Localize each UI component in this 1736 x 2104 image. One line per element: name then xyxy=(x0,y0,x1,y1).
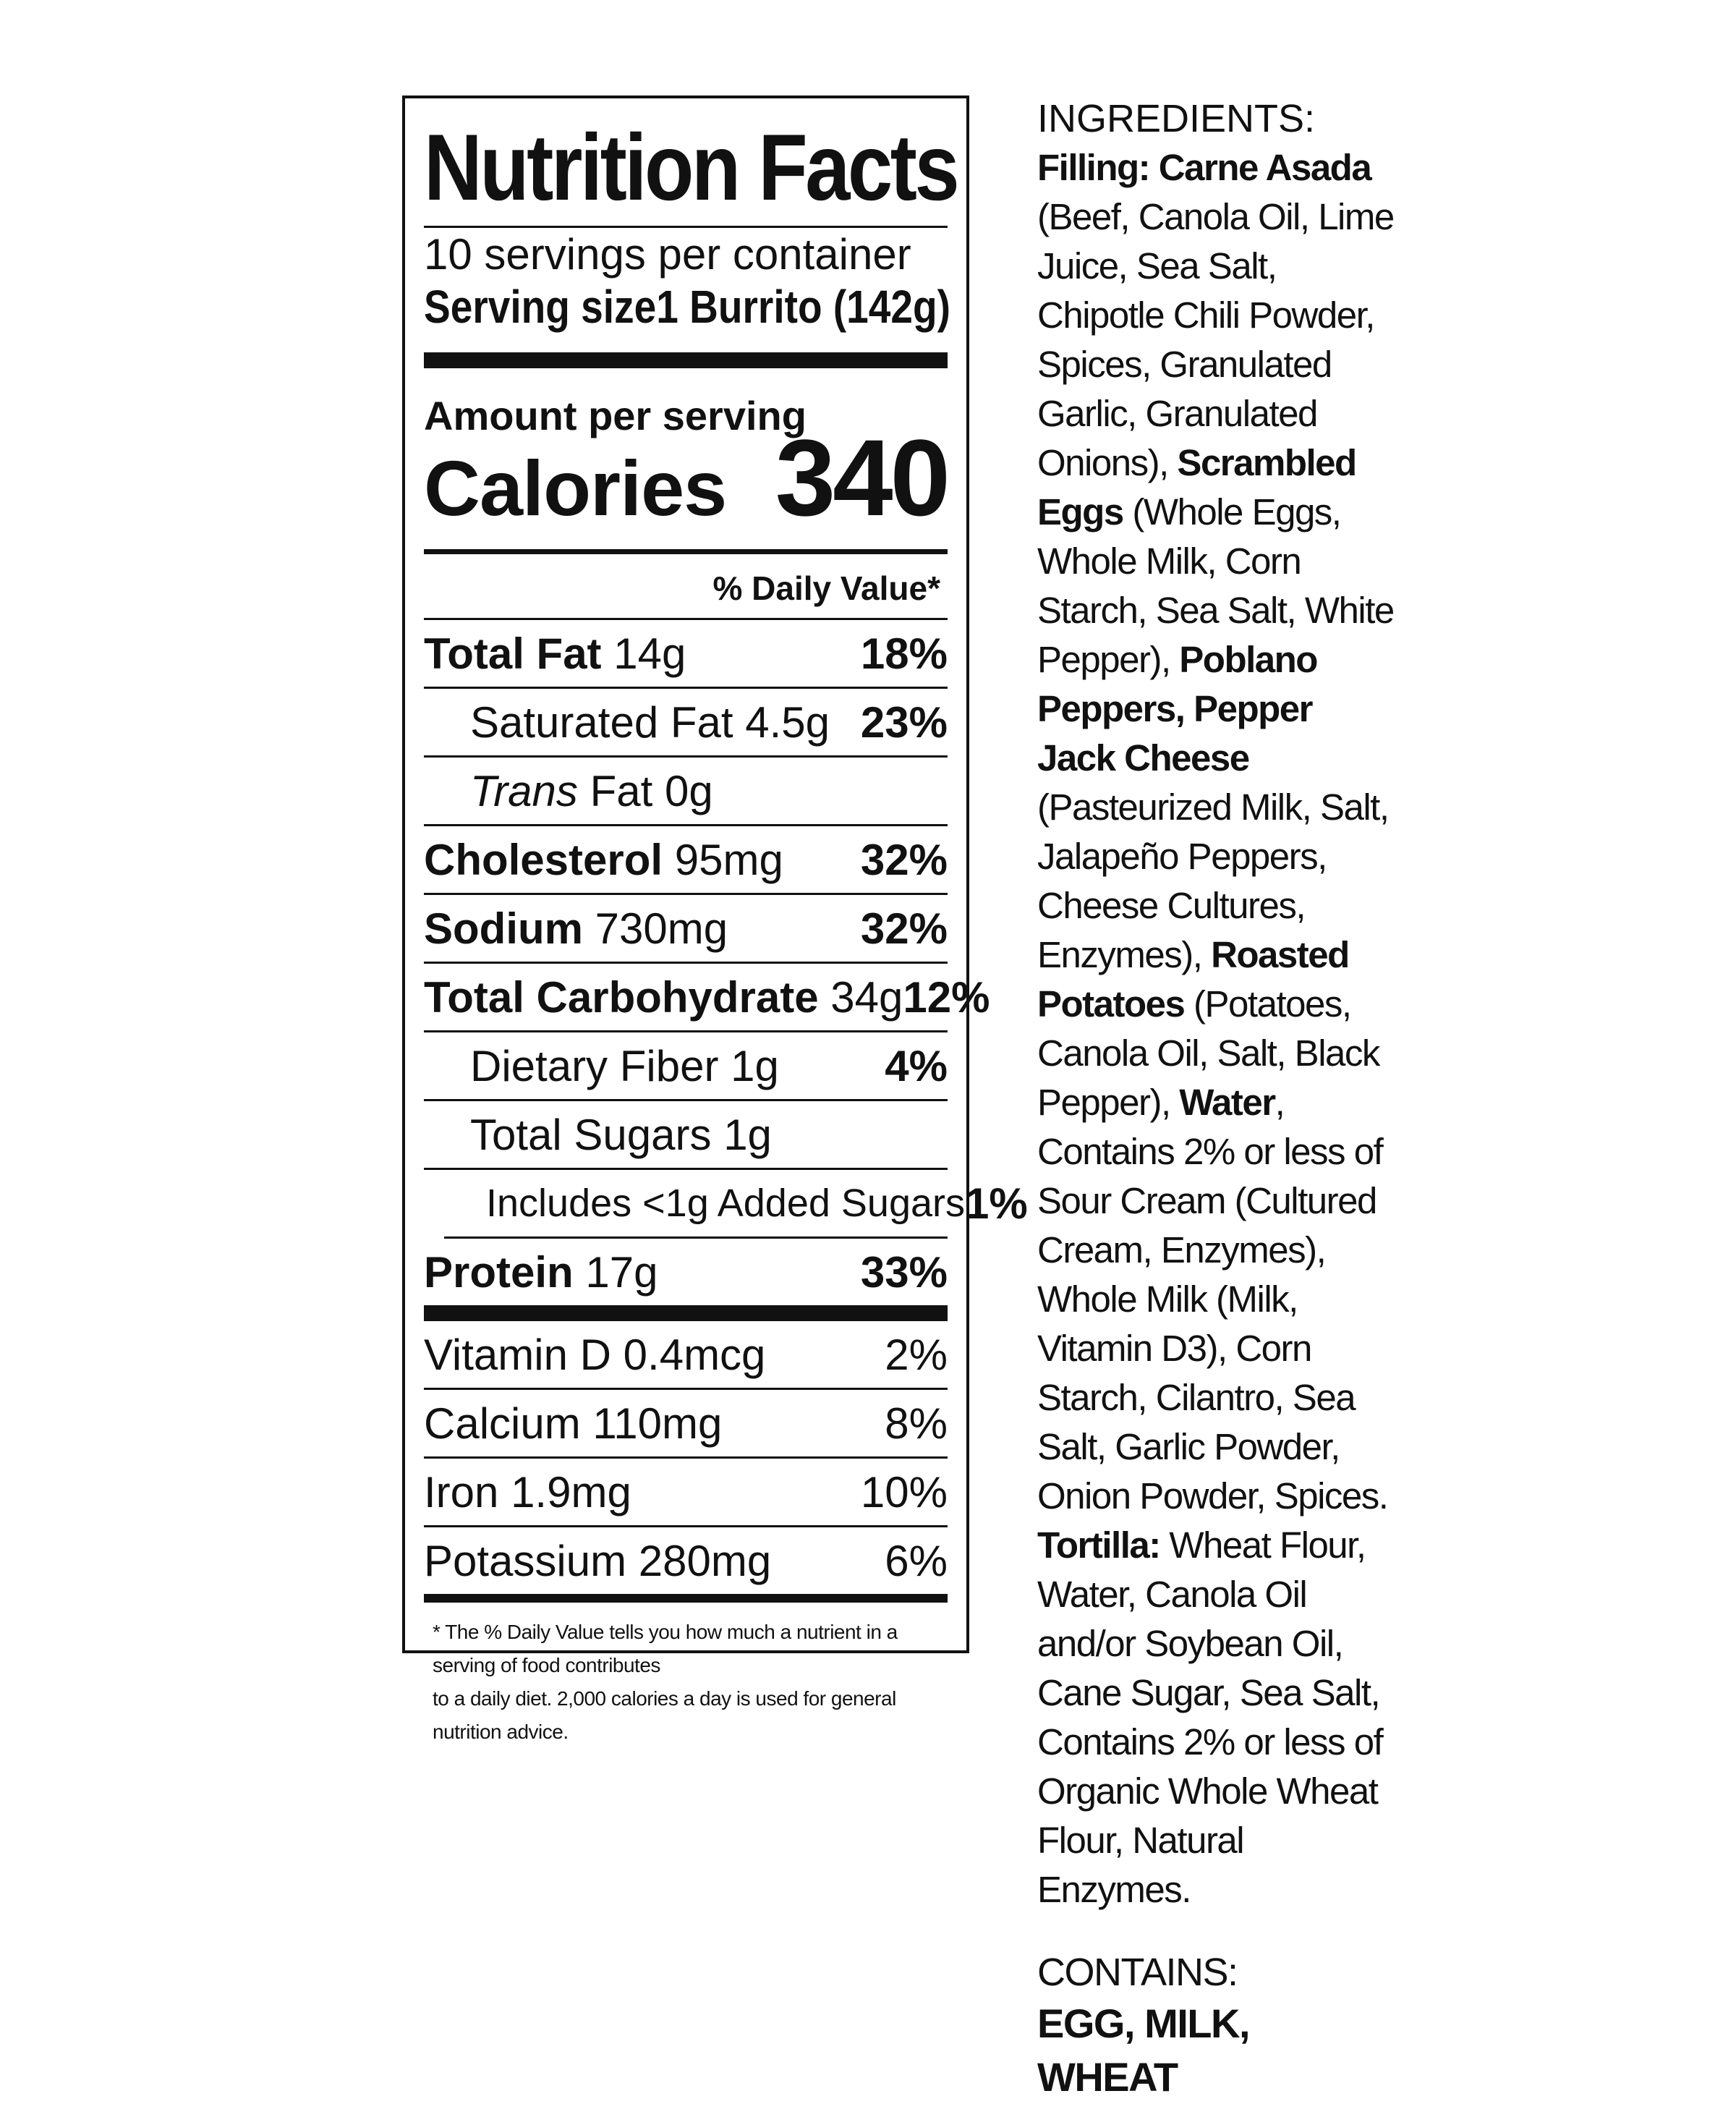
nutrient-name: Protein xyxy=(424,1247,574,1297)
nutrient-name: Cholesterol xyxy=(424,835,663,884)
vitamin-name: Vitamin D xyxy=(424,1330,611,1379)
vitamin-row-vitamin-d xyxy=(424,1321,948,1388)
ingredient-text: , Contains 2% or less of Sour Cream (Cultured Cream, Enzymes), Whole Milk (Milk, Vitamin D3), Corn Starch, Cilantro, Sea Salt, Garlic Powder, Onion Powder, Spices. xyxy=(1037,1082,1388,1517)
vitamin-row-potassium xyxy=(424,1527,948,1594)
ingredient-text: (Potatoes, Canola Oil, Salt, Black Pepper), xyxy=(1037,983,1379,1123)
vitamin-amount: 110mg xyxy=(592,1399,723,1448)
nutrient-dv: 23% xyxy=(860,697,948,747)
nutrient-amount: 1g xyxy=(723,1110,772,1159)
servings-per-container: 10 servings per container xyxy=(424,230,911,279)
daily-value-footnote xyxy=(424,1603,948,1749)
divider xyxy=(424,226,948,228)
footnote-line: to a daily diet. 2,000 calories a day is used for general nutrition advice. xyxy=(433,1687,896,1743)
ingredient-bold: Filling: Carne Asada xyxy=(1037,147,1371,188)
vitamin-amount: 1.9mg xyxy=(511,1467,631,1517)
nutrient-row-trans-fat xyxy=(424,758,948,824)
ingredient-text: (Pasteurized Milk, Salt, Jalapeño Peppers, Cheese Cultures, Enzymes), xyxy=(1037,786,1389,975)
ingredient-text: (Beef, Canola Oil, Lime Juice, Sea Salt, Chipotle Chili Powder, Spices, Granulated Garlic, Granulated Onions), xyxy=(1037,196,1394,483)
vitamin-dv: 6% xyxy=(885,1536,948,1585)
nutrient-dv: 12% xyxy=(903,972,990,1022)
thick-divider xyxy=(424,352,948,368)
nutrient-name: Saturated Fat xyxy=(470,697,733,747)
nutrient-row-saturated-fat xyxy=(424,689,948,755)
thick-divider xyxy=(424,1305,948,1321)
calories-value: 340 xyxy=(775,417,948,538)
ingredients-text xyxy=(1037,143,1399,1914)
nutrient-name: Dietary Fiber xyxy=(470,1041,719,1090)
nutrient-dv: 4% xyxy=(885,1041,948,1090)
nutrient-row-total-sugars xyxy=(424,1101,948,1168)
nutrient-row-sodium xyxy=(424,895,948,962)
ingredient-bold: Roasted Potatoes xyxy=(1037,934,1349,1025)
vitamin-amount: 280mg xyxy=(638,1536,772,1585)
ingredient-bold: Tortilla: xyxy=(1037,1524,1160,1566)
nutrient-amount: 730mg xyxy=(595,904,728,953)
ingredient-bold: Scrambled Eggs xyxy=(1037,442,1356,533)
daily-value-header: % Daily Value* xyxy=(712,569,940,607)
vitamin-dv: 2% xyxy=(885,1330,948,1379)
medium-divider xyxy=(424,549,948,554)
vitamin-dv: 10% xyxy=(860,1467,948,1517)
nutrient-dv: 18% xyxy=(860,629,948,678)
nutrient-name: Total Carbohydrate xyxy=(424,972,819,1022)
nutrient-amount: 95mg xyxy=(674,835,783,884)
vitamin-row-calcium xyxy=(424,1390,948,1456)
ingredients-heading: INGREDIENTS: xyxy=(1037,97,1316,140)
nutrition-facts-panel xyxy=(402,96,1028,1743)
nutrient-name: Total Fat xyxy=(424,629,602,678)
nutrient-amount: 1g xyxy=(731,1041,779,1090)
nutrient-amount: 17g xyxy=(585,1247,658,1297)
vitamin-amount: 0.4mcg xyxy=(623,1330,766,1379)
ingredient-bold: Poblano Peppers, Pepper Jack Cheese xyxy=(1037,639,1317,779)
serving-size-value: 1 Burrito (142g) xyxy=(656,281,950,333)
nutrient-row-cholesterol xyxy=(424,826,948,893)
ingredients-panel xyxy=(1037,94,1399,2104)
nutrition-facts-title: Nutrition Facts xyxy=(424,114,958,220)
vitamin-row-iron xyxy=(424,1459,948,1525)
nutrient-amount: 34g xyxy=(830,972,903,1022)
nutrient-name: Sodium xyxy=(424,904,583,953)
nutrient-row-dietary-fiber xyxy=(424,1032,948,1099)
nutrient-name: Trans xyxy=(470,766,578,815)
calories-label: Calories xyxy=(424,444,727,532)
allergen-list: EGG, MILK, WHEAT xyxy=(1037,2001,1249,2100)
vitamin-name: Iron xyxy=(424,1467,499,1517)
ingredient-text: Wheat Flour, Water, Canola Oil and/or Soybean Oil, Cane Sugar, Sea Salt, Contains 2% or less of Organic Whole Wheat Flour, Natural Enzymes. xyxy=(1037,1524,1383,1910)
nutrient-amount: Fat 0g xyxy=(590,766,713,815)
medium-divider xyxy=(424,1594,948,1603)
nutrient-name: Includes <1g Added Sugars xyxy=(486,1182,966,1225)
nutrient-amount: 4.5g xyxy=(745,697,830,747)
serving-size-label: Serving size xyxy=(424,281,657,333)
nutrient-row-total-fat xyxy=(424,620,948,687)
nutrient-row-added-sugars xyxy=(424,1170,1028,1236)
nutrient-row-total-carbohydrate xyxy=(424,964,990,1030)
nutrient-dv: 32% xyxy=(860,835,948,884)
footnote-line: * The % Daily Value tells you how much a nutrient in a serving of food contributes xyxy=(433,1621,898,1676)
nutrient-amount: 14g xyxy=(613,629,686,678)
nutrient-dv: 32% xyxy=(860,904,948,953)
vitamin-name: Potassium xyxy=(424,1536,627,1585)
vitamin-dv: 8% xyxy=(885,1399,948,1448)
nutrient-dv: 1% xyxy=(965,1179,1028,1228)
amount-per-serving: Amount per serving xyxy=(424,393,807,438)
calories-row xyxy=(424,417,948,538)
vitamin-name: Calcium xyxy=(424,1399,581,1448)
serving-size xyxy=(424,280,950,334)
nutrient-name: Total Sugars xyxy=(470,1110,712,1159)
contains-heading: CONTAINS: xyxy=(1037,1951,1238,1994)
ingredient-text: (Whole Eggs, Whole Milk, Corn Starch, Sea Salt, White Pepper), xyxy=(1037,491,1394,680)
nutrient-dv: 33% xyxy=(860,1247,948,1297)
nutrient-row-protein xyxy=(424,1239,948,1305)
ingredient-bold: Water xyxy=(1179,1082,1275,1123)
